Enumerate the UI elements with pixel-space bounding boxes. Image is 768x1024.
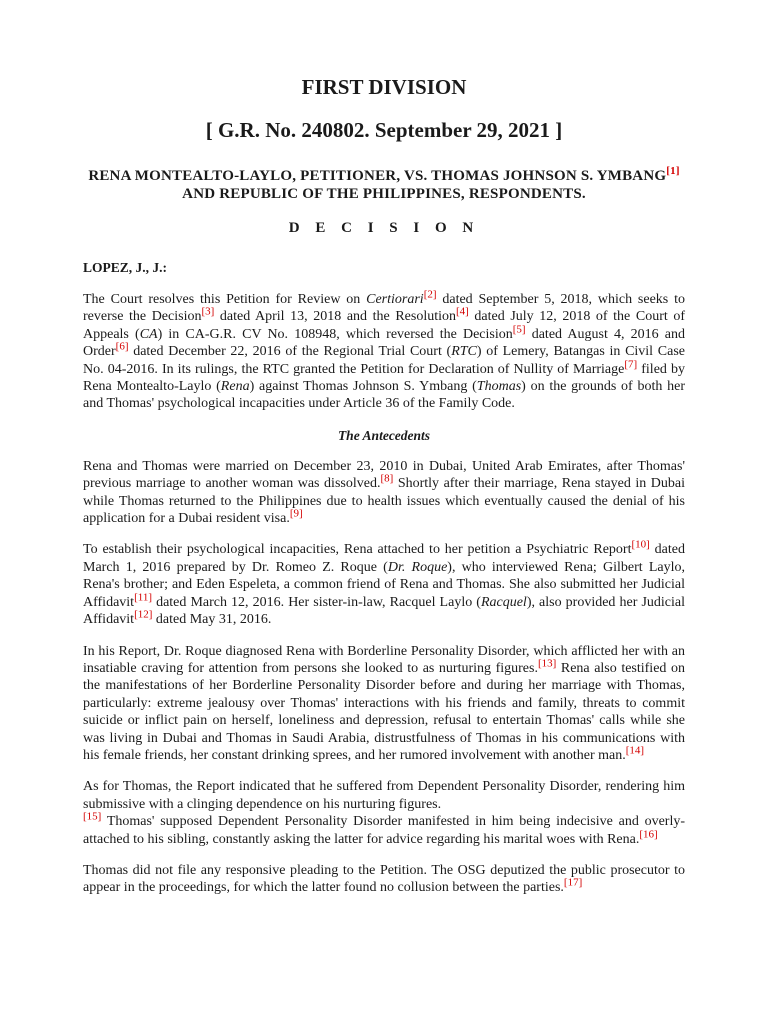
footnote-ref-10[interactable]: [10] bbox=[631, 538, 650, 551]
ponente-line: LOPEZ, J., J.: bbox=[83, 260, 168, 275]
italic-text: Rena bbox=[220, 379, 250, 395]
paragraph-osg bbox=[83, 862, 685, 897]
text: Thomas did not file any responsive pleading to the Petition. The OSG deputized the public prosecutor to appear in the proceedings, for which the latter found no collusion between the parties. bbox=[83, 862, 685, 896]
case-number-heading: [ G.R. No. 240802. September 29, 2021 ] bbox=[205, 118, 563, 142]
italic-text: Thomas bbox=[476, 379, 522, 395]
text: ), who interviewed Rena; Gilbert Laylo, Rena's brother; and Eden Espeleta, a common friend of Rena and Thomas. She also submitted her Judicial Affidavit bbox=[83, 559, 685, 610]
footnote-ref-3[interactable]: [3] bbox=[201, 305, 215, 318]
decision-heading: D E C I S I O N bbox=[288, 220, 480, 236]
text: dated August 4, 2016 and Order bbox=[83, 326, 685, 360]
case-parties bbox=[83, 167, 685, 203]
paragraph-thomas-diagnosis bbox=[83, 778, 685, 848]
text: To establish their psychological incapacities, Rena attached to her petition a Psychiatric Report bbox=[83, 542, 632, 558]
text: Rena also testified on the manifestations of her Borderline Personality Disorder before and during her marriage with Thomas, particularly: extreme jealousy over Thomas' interactions with his friends and family, threats to commit suicide or inflict pain on herself, loneliness and depression, refusal to entertain Thomas' calls while she was living in Dubai and Thomas in Saudi Arabia, distrustfulness of Thomas in his communications with his female friends, her constant drinking sprees, and her rumored involvement with another man. bbox=[83, 660, 685, 763]
text: ) in CA-G.R. CV No. 108948, which reversed the Decision bbox=[157, 326, 513, 342]
paragraph-intro bbox=[83, 288, 685, 413]
text: Thomas' supposed Dependent Personality Disorder manifested in him being indecisive and overly-attached to his sibling, constantly asking the latter for advice regarding his marital woes with Rena. bbox=[83, 814, 685, 847]
text: ), also provided her Judicial Affidavit bbox=[83, 594, 685, 628]
footnote-ref-9[interactable]: [9] bbox=[289, 507, 303, 520]
footnote-ref-15[interactable]: [15] bbox=[83, 810, 102, 823]
footnote-ref-13[interactable]: [13] bbox=[537, 657, 557, 670]
footnote-ref-12[interactable]: [12] bbox=[134, 608, 153, 621]
text: dated April 13, 2018 and the Resolution bbox=[214, 309, 456, 325]
spacer bbox=[83, 629, 685, 643]
spacer bbox=[83, 764, 685, 778]
footnote-ref-1[interactable]: [1] bbox=[666, 165, 680, 177]
footnote-ref-17[interactable]: [17] bbox=[563, 876, 583, 889]
text: Shortly after their marriage, Rena stayed in Dubai while Thomas returned to the Philippines due to health issues which eventually caused the denial of his application for a Dubai resident visa. bbox=[83, 476, 685, 527]
footnote-ref-8[interactable]: [8] bbox=[380, 472, 394, 485]
text: In his Report, Dr. Roque diagnosed Rena with Borderline Personality Disorder, which afflicted her with an insatiable craving for attention from persons she looked to as nurturing figures. bbox=[83, 643, 685, 676]
text: The Court resolves this Petition for Review on bbox=[83, 292, 367, 307]
text: dated July 12, 2018 of the Court of Appeals ( bbox=[83, 309, 685, 342]
text: filed by Rena Montealto-Laylo ( bbox=[83, 361, 685, 395]
section-title-antecedents: The Antecedents bbox=[337, 427, 431, 443]
footnote-ref-4[interactable]: [4] bbox=[456, 305, 469, 318]
italic-text: Racquel bbox=[480, 594, 527, 610]
text: dated September 5, 2018, which seeks to reverse the Decision bbox=[83, 292, 685, 325]
italic-text: CA bbox=[139, 326, 158, 342]
footnote-ref-5[interactable]: [5] bbox=[512, 323, 526, 336]
italic-text: Dr. Roque bbox=[387, 559, 448, 575]
footnote-ref-16[interactable]: [16] bbox=[639, 827, 658, 840]
text: Rena and Thomas were married on December 23, 2010 in Dubai, United Arab Emirates, after Thomas' previous marriage to another woman was dissolved. bbox=[83, 458, 685, 492]
text: dated March 1, 2016 prepared by Dr. Romeo Z. Roque ( bbox=[83, 542, 685, 575]
division-heading: FIRST DIVISION bbox=[301, 75, 467, 99]
paragraph-rena-diagnosis bbox=[83, 643, 685, 765]
spacer bbox=[83, 527, 685, 541]
footnote-ref-6[interactable]: [6] bbox=[115, 340, 129, 353]
text: ) on the grounds of both her and Thomas' psychological incapacities under Article 36 of the Family Code. bbox=[83, 379, 685, 412]
paragraph-evidence bbox=[83, 538, 685, 628]
italic-text: RTC bbox=[451, 344, 477, 360]
footnote-ref-14[interactable]: [14] bbox=[625, 744, 645, 757]
footnote-ref-7[interactable]: [7] bbox=[624, 357, 638, 370]
parties-text-1: RENA MONTEALTO-LAYLO, PETITIONER, VS. THOMAS JOHNSON S. YMBANG bbox=[88, 168, 667, 184]
spacer bbox=[83, 848, 685, 862]
italic-text: Certiorari bbox=[366, 292, 424, 307]
text: dated March 12, 2016. Her sister-in-law, Racquel Laylo ( bbox=[152, 594, 481, 610]
footnote-ref-2[interactable]: [2] bbox=[423, 288, 437, 301]
text: dated December 22, 2016 of the Regional Trial Court ( bbox=[128, 344, 452, 360]
text: dated May 31, 2016. bbox=[152, 612, 272, 628]
footnote-ref-11[interactable]: [11] bbox=[134, 591, 152, 604]
paragraph-marriage bbox=[83, 458, 685, 528]
text: ) against Thomas Johnson S. Ymbang ( bbox=[249, 379, 477, 395]
parties-text-2: AND REPUBLIC OF THE PHILIPPINES, RESPONDENTS. bbox=[182, 186, 586, 202]
text: As for Thomas, the Report indicated that he suffered from Dependent Personality Disorder, rendering him submissive with a clinging dependence on his nurturing figures. bbox=[83, 779, 685, 812]
text: ) of Lemery, Batangas in Civil Case No. 04-2016. In its rulings, the RTC granted the Petition for Declaration of Nullity of Marriage bbox=[83, 344, 685, 377]
spacer bbox=[83, 277, 685, 291]
